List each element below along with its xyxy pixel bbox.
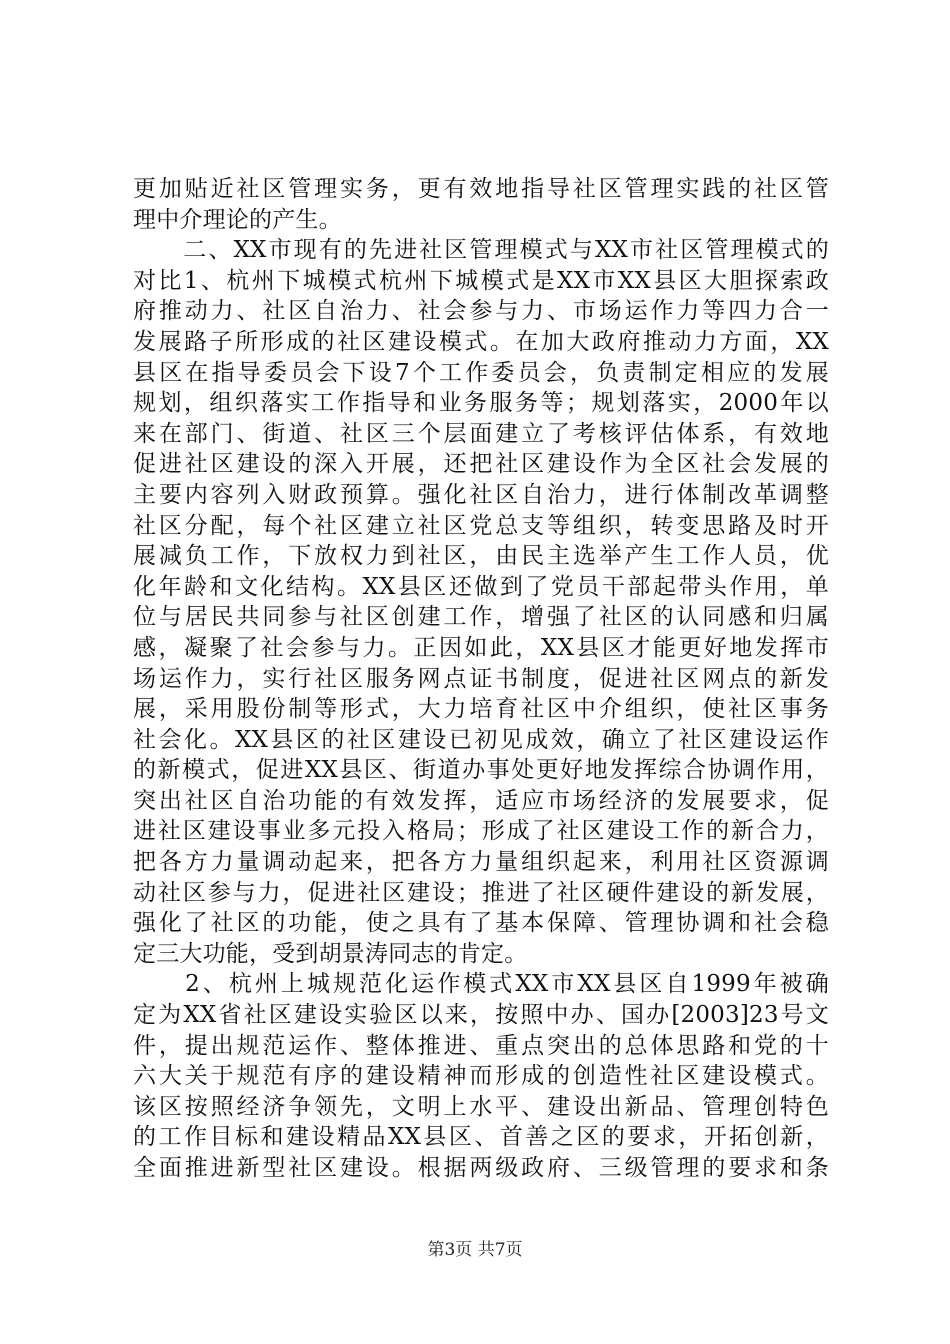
text-line: 对比1、杭州下城模式杭州下城模式是XX市XX县区大胆探索政 <box>133 267 829 294</box>
text-line: 化年龄和文化结构。XX县区还做到了党员干部起带头作用，单 <box>133 573 829 600</box>
body-text <box>133 174 829 1184</box>
text-line: 进社区建设事业多元投入格局；形成了社区建设工作的新合力， <box>133 818 829 845</box>
text-line: 场运作力，实行社区服务网点证书制度，促进社区网点的新发 <box>133 665 829 692</box>
text-line: 二、XX市现有的先进社区管理模式与XX市社区管理模式的 <box>133 237 829 264</box>
text-line: 规划，组织落实工作指导和业务服务等；规划落实，2000年以 <box>133 390 829 417</box>
text-line: 2、杭州上城规范化运作模式XX市XX县区自1999年被确 <box>133 971 829 998</box>
text-line: 的工作目标和建设精品XX县区、首善之区的要求，开拓创新， <box>133 1124 829 1151</box>
text-line: 主要内容列入财政预算。强化社区自治力，进行体制改革调整 <box>133 481 829 508</box>
text-line: 位与居民共同参与社区创建工作，增强了社区的认同感和归属 <box>133 604 829 631</box>
text-line: 全面推进新型社区建设。根据两级政府、三级管理的要求和条 <box>133 1155 829 1181</box>
text-line: 该区按照经济争领先，文明上水平、建设出新品、管理创特色 <box>133 1093 829 1120</box>
page-footer <box>0 1238 950 1262</box>
text-line: 强化了社区的功能，使之具有了基本保障、管理协调和社会稳 <box>133 910 829 937</box>
text-line: 展减负工作，下放权力到社区，由民主选举产生工作人员，优 <box>133 543 829 570</box>
text-line: 促进社区建设的深入开展，还把社区建设作为全区社会发展的 <box>133 451 829 478</box>
text-line: 展，采用股份制等形式，大力培育社区中介组织，使社区事务 <box>133 696 829 723</box>
text-line: 社会化。XX县区的社区建设已初见成效，确立了社区建设运作 <box>133 726 829 753</box>
text-line: 的新模式，促进XX县区、街道办事处更好地发挥综合协调作用， <box>133 757 829 784</box>
text-line: 突出社区自治功能的有效发挥，适应市场经济的发展要求，促 <box>133 787 829 814</box>
page-number-label: 第3页 共7页 <box>427 1240 523 1260</box>
text-line: 来在部门、街道、社区三个层面建立了考核评估体系，有效地 <box>133 420 829 447</box>
text-line: 把各方力量调动起来，把各方力量组织起来，利用社区资源调 <box>133 849 829 876</box>
text-line: 六大关于规范有序的建设精神而形成的创造性社区建设模式。 <box>133 1063 829 1090</box>
text-line: 定为XX省社区建设实验区以来，按照中办、国办[2003]23号文 <box>133 1002 829 1029</box>
text-line: 理中介理论的产生。 <box>133 206 342 233</box>
text-line: 感，凝聚了社会参与力。正因如此，XX县区才能更好地发挥市 <box>133 634 829 661</box>
text-line: 定三大功能，受到胡景涛同志的肯定。 <box>133 940 528 967</box>
text-line: 社区分配，每个社区建立社区党总支等组织，转变思路及时开 <box>133 512 829 539</box>
text-line: 更加贴近社区管理实务，更有效地指导社区管理实践的社区管 <box>133 176 829 202</box>
text-line: 发展路子所形成的社区建设模式。在加大政府推动力方面，XX <box>133 328 829 355</box>
text-line: 动社区参与力，促进社区建设；推进了社区硬件建设的新发展， <box>133 879 829 906</box>
text-line: 件，提出规范运作、整体推进、重点突出的总体思路和党的十 <box>133 1032 829 1059</box>
text-line: 县区在指导委员会下设7个工作委员会，负责制定相应的发展 <box>133 359 829 386</box>
text-line: 府推动力、社区自治力、社会参与力、市场运作力等四力合一 <box>133 298 829 325</box>
